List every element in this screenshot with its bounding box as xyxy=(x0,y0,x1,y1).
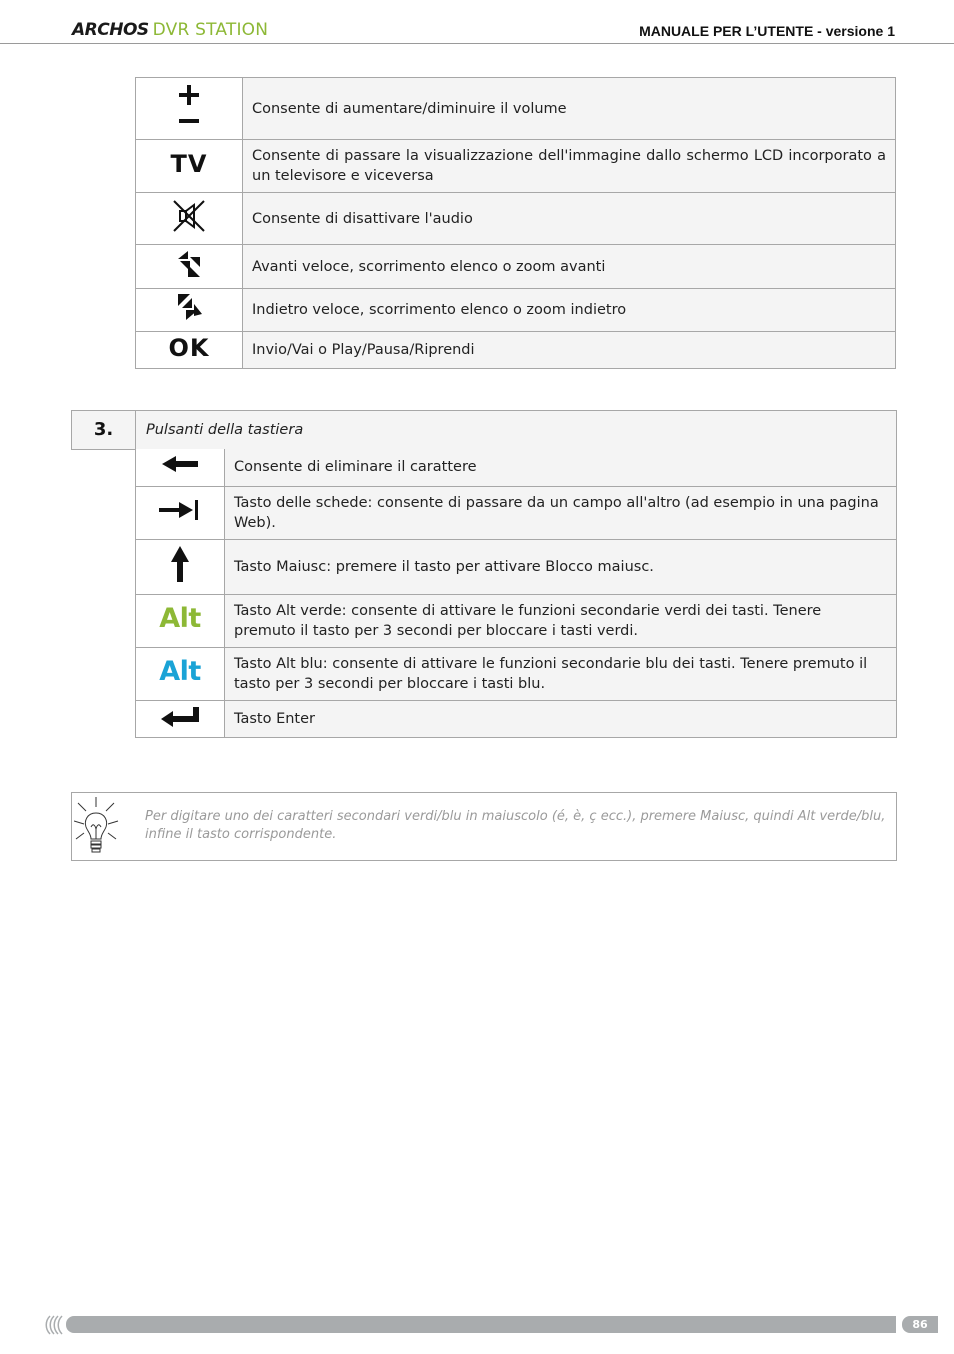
plus-minus-icon xyxy=(136,78,243,140)
row-description: Indietro veloce, scorrimento elenco o zoom indietro xyxy=(243,289,896,332)
tip-box xyxy=(71,792,897,861)
backspace-arrow-icon xyxy=(136,449,225,486)
page-footer xyxy=(0,1313,954,1335)
page-header xyxy=(0,0,954,44)
brand-logo xyxy=(72,20,268,40)
table-row xyxy=(136,449,897,486)
tab-arrow-icon xyxy=(136,486,225,539)
row-description: Invio/Vai o Play/Pausa/Riprendi xyxy=(243,332,896,369)
row-description: Consente di passare la visualizzazione dell'immagine dallo schermo LCD incorporato a un televisore e viceversa xyxy=(243,140,896,193)
table-row xyxy=(136,486,897,539)
footer-arcs-icon xyxy=(44,1315,68,1335)
table-row xyxy=(136,289,896,332)
table-row xyxy=(136,647,897,700)
remote-buttons-table xyxy=(135,77,896,369)
fast-forward-icon xyxy=(136,245,243,289)
row-description: Consente di disattivare l'audio xyxy=(243,193,896,245)
tip-text: Per digitare uno dei caratteri secondari verdi/blu in maiuscolo (é, è, ç ecc.), premere Maiusc, quindi Alt verde/blu, infine il tasto corrispondente. xyxy=(145,809,886,842)
table-row xyxy=(136,332,896,369)
section-title: Pulsanti della tastiera xyxy=(136,411,897,450)
row-description: Consente di aumentare/diminuire il volume xyxy=(243,78,896,140)
row-description: Consente di eliminare il carattere xyxy=(225,449,897,486)
table-row xyxy=(136,594,897,647)
row-description: Tasto Alt verde: consente di attivare le funzioni secondarie verdi dei tasti. Tenere premuto il tasto per 3 secondi per bloccare i tasti verdi. xyxy=(225,594,897,647)
product-name: DVR STATION xyxy=(152,20,269,40)
table-row xyxy=(136,140,896,193)
manual-title: MANUALE PER L’UTENTE - versione 1 xyxy=(639,23,895,39)
brand-name: ARCHOS xyxy=(72,20,149,40)
keyboard-section-header xyxy=(71,410,897,450)
table-row xyxy=(136,539,897,594)
table-row xyxy=(136,193,896,245)
footer-bar xyxy=(66,1316,896,1333)
enter-arrow-icon xyxy=(136,700,225,737)
row-description: Tasto delle schede: consente di passare da un campo all'altro (ad esempio in una pagina Web). xyxy=(225,486,897,539)
section-number: 3. xyxy=(72,411,136,450)
alt-blue-icon: Alt xyxy=(136,647,225,700)
shift-arrow-icon xyxy=(136,539,225,594)
section-header-row xyxy=(72,411,897,450)
row-description: Tasto Alt blu: consente di attivare le funzioni secondarie blu dei tasti. Tenere premuto il tasto per 3 secondi per bloccare i tasti blu. xyxy=(225,647,897,700)
mute-icon xyxy=(136,193,243,245)
table-row xyxy=(136,245,896,289)
keyboard-keys-table xyxy=(135,449,897,738)
row-description: Tasto Enter xyxy=(225,700,897,737)
row-description: Tasto Maiusc: premere il tasto per attivare Blocco maiusc. xyxy=(225,539,897,594)
table-row xyxy=(136,700,897,737)
alt-green-icon: Alt xyxy=(136,594,225,647)
table-row xyxy=(136,78,896,140)
rewind-icon xyxy=(136,289,243,332)
tv-icon: TV xyxy=(136,140,243,193)
ok-icon: OK xyxy=(136,332,243,369)
lightbulb-icon xyxy=(74,797,122,857)
row-description: Avanti veloce, scorrimento elenco o zoom avanti xyxy=(243,245,896,289)
page-number: 86 xyxy=(902,1316,938,1333)
